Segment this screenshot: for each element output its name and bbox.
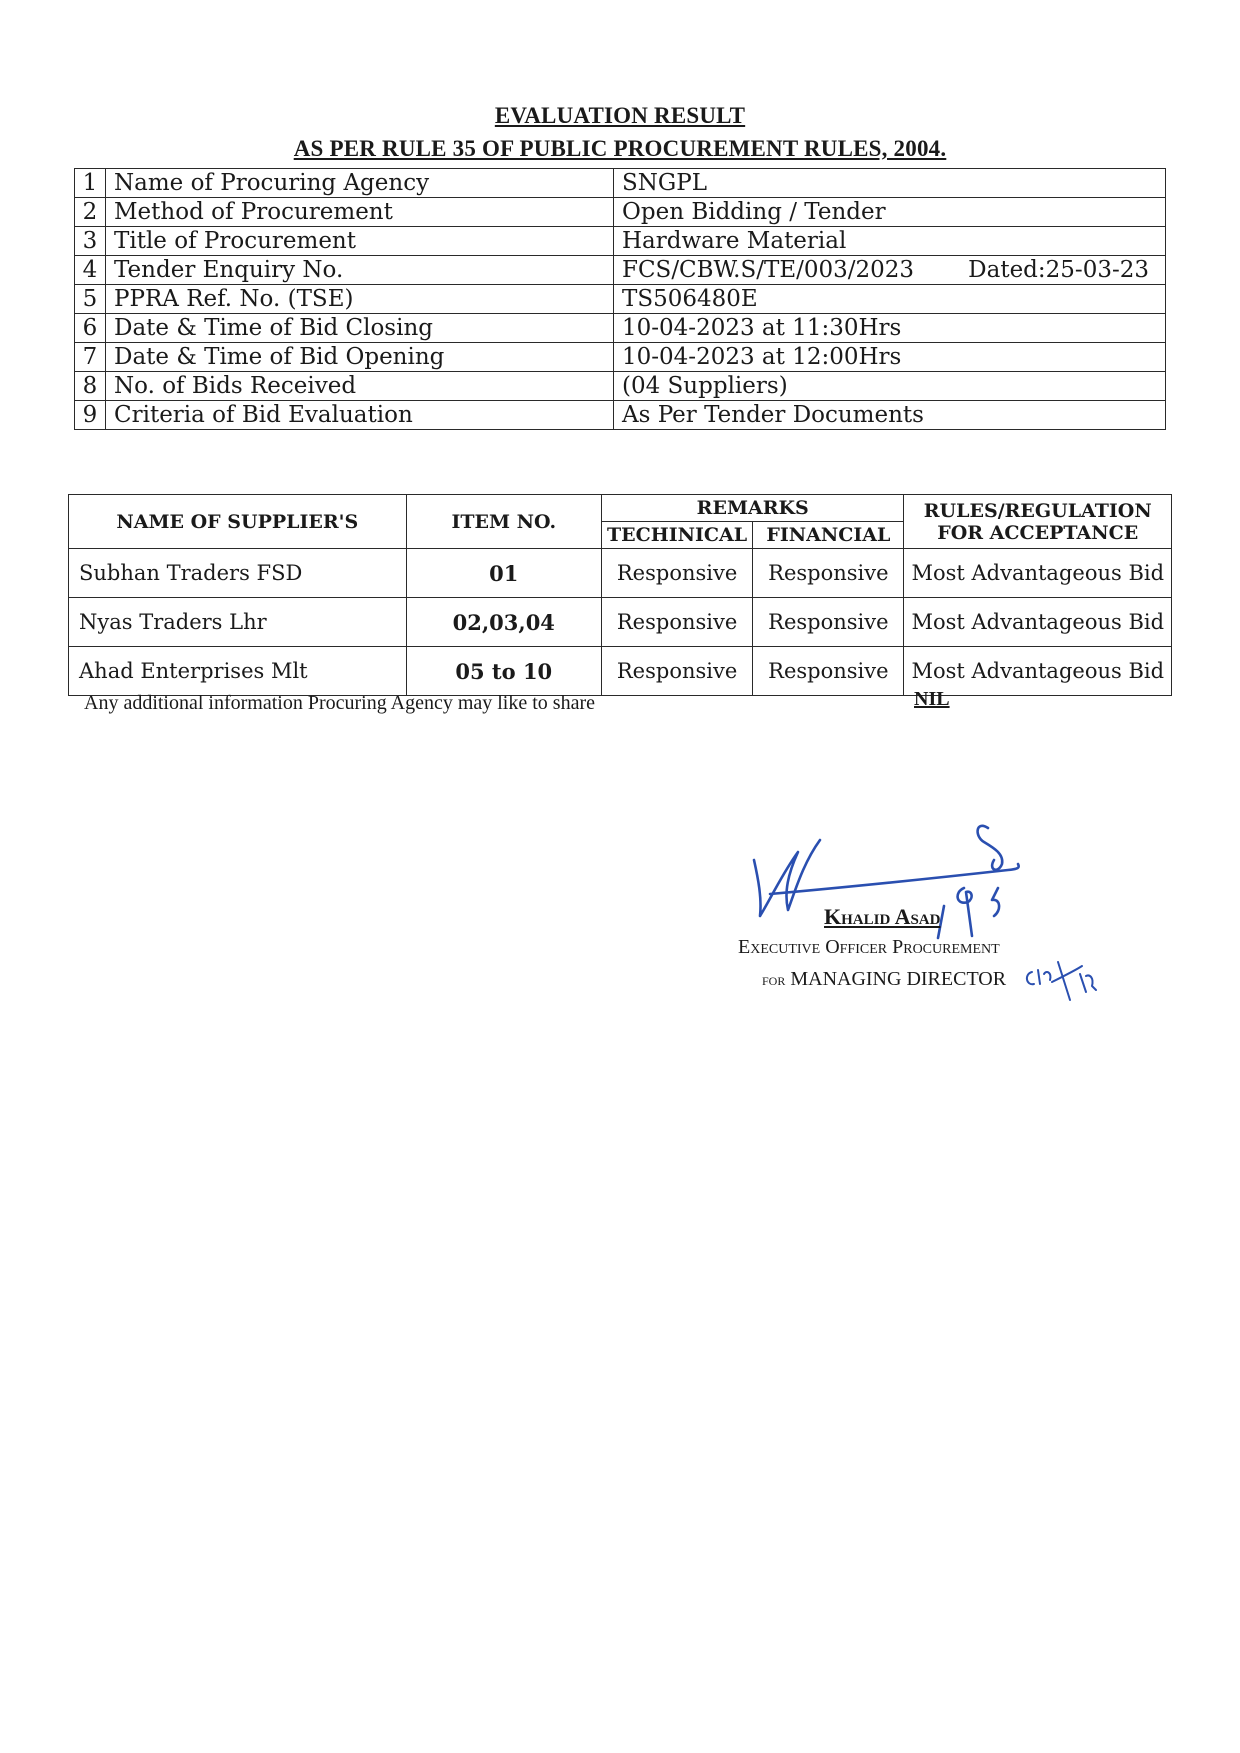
info-row-label: Date & Time of Bid Closing	[106, 314, 614, 343]
info-row-label: Date & Time of Bid Opening	[106, 343, 614, 372]
info-row	[75, 343, 1166, 372]
supplier-item-no: 01	[406, 549, 601, 598]
signatory-for-prefix: for	[762, 970, 786, 989]
info-row-number: 7	[75, 343, 106, 372]
signatory-for-text: MANAGING DIRECTOR	[790, 968, 1007, 990]
header-rules-line1: RULES/REGULATION	[923, 499, 1152, 522]
info-row-value: FCS/CBW.S/TE/003/2023	[622, 257, 915, 283]
info-row-extra: Dated:25-03-23	[968, 257, 1149, 283]
signatory-title: Executive Officer Procurement	[738, 936, 1000, 958]
info-row-label: Method of Procurement	[106, 198, 614, 227]
procurement-info-table	[74, 168, 1166, 430]
info-row-number: 1	[75, 169, 106, 198]
info-row	[75, 198, 1166, 227]
supplier-item-no: 05 to 10	[406, 647, 601, 696]
info-row-number: 9	[75, 401, 106, 430]
header-technical: TECHINICAL	[601, 522, 752, 549]
supplier-technical-remark: Responsive	[601, 549, 752, 598]
supplier-technical-remark: Responsive	[601, 647, 752, 696]
header-rules	[904, 495, 1172, 549]
info-row-number: 5	[75, 285, 106, 314]
info-row-number: 2	[75, 198, 106, 227]
supplier-acceptance-rule: Most Advantageous Bid	[904, 598, 1172, 647]
info-row-value: Hardware Material	[622, 228, 847, 254]
info-row-number: 4	[75, 256, 106, 285]
header-item-no: ITEM NO.	[406, 495, 601, 549]
info-row-value-cell	[614, 314, 1166, 343]
info-row-value-cell	[614, 169, 1166, 198]
supplier-financial-remark: Responsive	[753, 549, 904, 598]
info-row-value-cell	[614, 372, 1166, 401]
supplier-technical-remark: Responsive	[601, 598, 752, 647]
additional-info-value: NIL	[914, 688, 950, 710]
supplier-item-no: 02,03,04	[406, 598, 601, 647]
info-row-number: 8	[75, 372, 106, 401]
info-row	[75, 227, 1166, 256]
supplier-name: Nyas Traders Lhr	[69, 598, 407, 647]
info-row-value: 10-04-2023 at 11:30Hrs	[622, 315, 902, 341]
info-row	[75, 169, 1166, 198]
info-row-value: Open Bidding / Tender	[622, 199, 886, 225]
supplier-name: Ahad Enterprises Mlt	[69, 647, 407, 696]
info-row	[75, 314, 1166, 343]
supplier-financial-remark: Responsive	[753, 647, 904, 696]
document-title: EVALUATION RESULT	[494, 103, 746, 128]
document-subtitle: AS PER RULE 35 OF PUBLIC PROCUREMENT RULES, 2004.	[293, 136, 947, 161]
info-row-label: Title of Procurement	[106, 227, 614, 256]
info-row	[75, 401, 1166, 430]
info-row	[75, 372, 1166, 401]
supplier-acceptance-rule: Most Advantageous Bid	[904, 647, 1172, 696]
info-row-value-cell	[614, 343, 1166, 372]
signatory-for-line	[762, 968, 1006, 991]
info-row-value: TS506480E	[622, 286, 758, 312]
header-financial: FINANCIAL	[753, 522, 904, 549]
additional-info-note: Any additional information Procuring Agency may like to share	[84, 692, 595, 714]
info-row-value-cell	[614, 401, 1166, 430]
supplier-row	[69, 598, 1172, 647]
info-row-value-cell	[614, 198, 1166, 227]
info-row	[75, 256, 1166, 285]
info-row-value: As Per Tender Documents	[622, 402, 924, 428]
info-row-label: PPRA Ref. No. (TSE)	[106, 285, 614, 314]
supplier-row	[69, 647, 1172, 696]
info-row-label: Tender Enquiry No.	[106, 256, 614, 285]
info-row-number: 3	[75, 227, 106, 256]
info-row	[75, 285, 1166, 314]
signatory-name: Khalid Asad	[824, 904, 941, 929]
header-rules-line2: FOR ACCEPTANCE	[937, 521, 1139, 544]
info-row-value-cell	[614, 227, 1166, 256]
supplier-financial-remark: Responsive	[753, 598, 904, 647]
supplier-row	[69, 549, 1172, 598]
supplier-evaluation-table	[68, 494, 1172, 696]
supplier-name: Subhan Traders FSD	[69, 549, 407, 598]
info-row-value: SNGPL	[622, 170, 708, 196]
info-row-label: Criteria of Bid Evaluation	[106, 401, 614, 430]
info-row-value-cell	[614, 285, 1166, 314]
header-supplier-name: NAME OF SUPPLIER'S	[69, 495, 407, 549]
initials-image	[1022, 956, 1102, 1010]
info-row-label: Name of Procuring Agency	[106, 169, 614, 198]
supplier-acceptance-rule: Most Advantageous Bid	[904, 549, 1172, 598]
header-remarks: REMARKS	[601, 495, 904, 522]
info-row-number: 6	[75, 314, 106, 343]
info-row-value: (04 Suppliers)	[622, 373, 788, 399]
info-row-label: No. of Bids Received	[106, 372, 614, 401]
info-row-value: 10-04-2023 at 12:00Hrs	[622, 344, 902, 370]
info-row-value-cell	[614, 256, 1166, 285]
